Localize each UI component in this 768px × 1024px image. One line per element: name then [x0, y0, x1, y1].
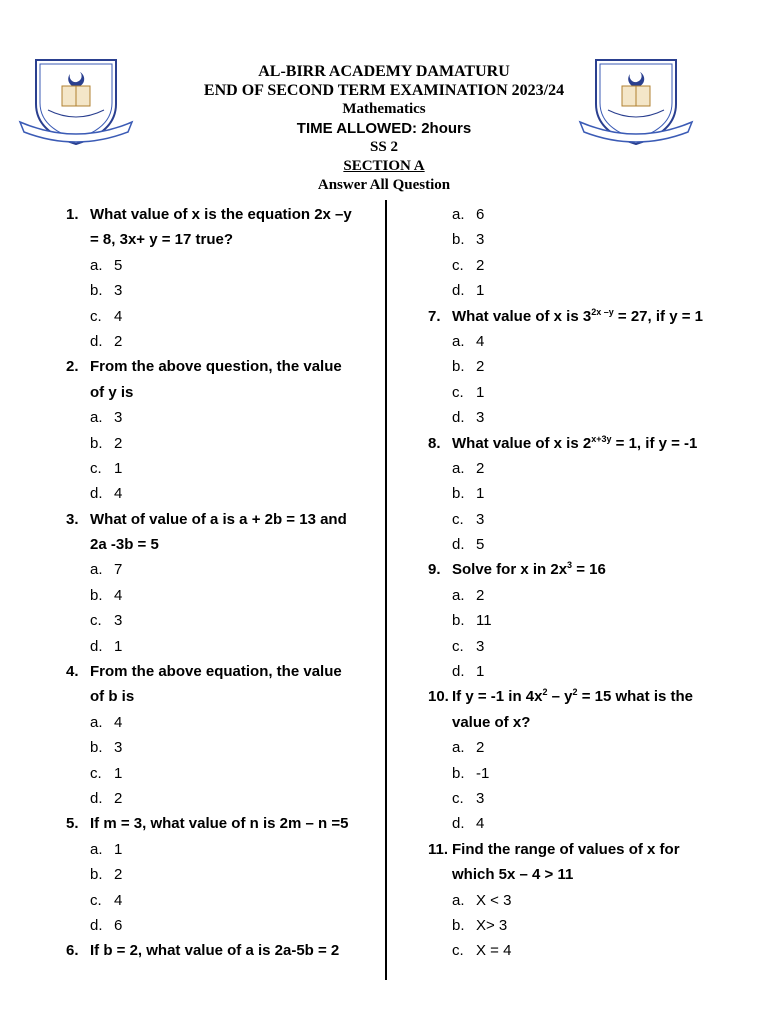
option-value: 3: [476, 510, 485, 528]
option-letter: b.: [452, 612, 465, 630]
answer-option: [428, 735, 748, 760]
answer-option: [66, 608, 386, 633]
option-letter: b.: [452, 485, 465, 503]
answer-option: [66, 329, 386, 354]
option-letter: d.: [452, 282, 465, 300]
answer-option: [428, 456, 748, 481]
option-letter: d.: [452, 815, 465, 833]
question-text: 11. Find the range of values of x for: [428, 837, 748, 862]
option-value: 4: [476, 332, 485, 350]
option-letter: a.: [452, 459, 465, 477]
question-text: 10. If y = -1 in $4x^2 - y^2 = 15$ what is the: [428, 684, 748, 709]
option-letter: c.: [90, 891, 102, 909]
option-letter: a.: [90, 713, 103, 731]
exponent: 3: [567, 560, 573, 571]
option-value: 2: [114, 332, 123, 350]
option-value: 3: [114, 739, 123, 757]
option-value: 4: [114, 891, 123, 909]
option-value: 3: [114, 612, 123, 630]
option-value: -1: [476, 764, 490, 782]
option-value: 1: [476, 663, 485, 681]
question-text-continued: which 5x – 4 > 11: [452, 866, 574, 884]
option-letter: b.: [90, 739, 103, 757]
option-value: 1: [476, 383, 485, 401]
option-value: 4: [114, 713, 123, 731]
question-number: 6.: [66, 942, 79, 960]
answer-option: [66, 253, 386, 278]
answer-option: [428, 888, 748, 913]
option-value: 1: [476, 282, 485, 300]
section-title: SECTION A: [343, 158, 425, 174]
answer-option: [66, 888, 386, 913]
school-name: AL-BIRR ACADEMY DAMATURU: [258, 63, 510, 80]
option-value: 11: [476, 612, 492, 630]
option-value: 3: [476, 637, 485, 655]
answer-option: [66, 710, 386, 735]
answer-option: [66, 557, 386, 582]
answer-option: [428, 786, 748, 811]
question-text-continued: of y is: [90, 383, 134, 401]
option-letter: c.: [90, 459, 102, 477]
option-letter: c.: [90, 764, 102, 782]
option-value: 2: [476, 459, 485, 477]
option-value: 1: [476, 485, 485, 503]
question-number: 9.: [428, 561, 441, 579]
option-value: X < 3: [476, 891, 512, 909]
option-letter: d.: [452, 409, 465, 427]
question-text-continued: = 8, 3x+ y = 17 true?: [90, 231, 234, 249]
answer-option: [428, 634, 748, 659]
answer-option: [428, 608, 748, 633]
option-letter: a.: [452, 206, 465, 223]
option-letter: d.: [90, 485, 103, 503]
option-letter: c.: [452, 942, 464, 960]
question-text: 3. What of value of a is a + 2b = 13 and: [66, 507, 386, 532]
option-letter: a.: [452, 739, 465, 757]
option-value: 6: [114, 916, 123, 934]
option-letter: a.: [90, 561, 103, 579]
option-value: 2: [476, 358, 485, 376]
question-text: 4. From the above equation, the value: [66, 659, 386, 684]
option-value: 2: [114, 866, 123, 884]
answer-option: [428, 329, 748, 354]
option-letter: b.: [90, 434, 103, 452]
option-value: 2: [476, 586, 485, 604]
question-text: 1. What value of x is the equation 2x –y: [66, 202, 386, 227]
option-value: 3: [476, 409, 485, 427]
option-letter: c.: [90, 307, 102, 325]
answer-option: [66, 862, 386, 887]
option-letter: a.: [452, 332, 465, 350]
answer-option: [428, 659, 748, 684]
option-letter: b.: [90, 282, 103, 300]
option-value: 7: [114, 561, 123, 579]
option-value: 4: [114, 485, 123, 503]
questions-right-column: [428, 202, 748, 964]
answer-option: [66, 405, 386, 430]
option-letter: c.: [452, 256, 464, 274]
option-value: 5: [114, 256, 123, 274]
answer-option: [428, 253, 748, 278]
option-letter: d.: [452, 536, 465, 554]
exam-header: [0, 62, 768, 195]
option-letter: a.: [452, 586, 465, 604]
question-number: 7.: [428, 307, 441, 325]
answer-option: [428, 278, 748, 303]
answer-option: [66, 304, 386, 329]
option-value: 2: [114, 434, 123, 452]
answer-option: [66, 456, 386, 481]
exponent: 2x –y: [591, 306, 614, 317]
option-value: 6: [476, 206, 485, 223]
question-text-continued: of b is: [90, 688, 135, 706]
answer-option: [66, 786, 386, 811]
answer-option: [66, 837, 386, 862]
option-value: 1: [114, 764, 123, 782]
question-text: 8. What value of x is $2^{x+3y} = 1$, if y = -1: [428, 431, 748, 456]
option-value: X> 3: [476, 916, 508, 934]
question-number: 2.: [66, 358, 79, 376]
time-allowed: TIME ALLOWED: 2hours: [296, 120, 472, 137]
option-value: 5: [476, 536, 485, 554]
option-letter: b.: [90, 586, 103, 604]
answer-option: [428, 481, 748, 506]
question-number: 8.: [428, 434, 441, 452]
option-letter: a.: [90, 409, 103, 427]
answer-option: [428, 913, 748, 938]
option-value: 2: [476, 256, 485, 274]
option-letter: d.: [90, 637, 103, 655]
question-text-continued: value of x?: [452, 713, 531, 731]
option-letter: c.: [452, 383, 464, 401]
option-letter: a.: [90, 840, 103, 858]
question-number: 5.: [66, 815, 79, 833]
question-number: 4.: [66, 663, 79, 681]
answer-option: [66, 735, 386, 760]
option-value: 3: [476, 789, 485, 807]
question-text: 5. If m = 3, what value of n is 2m – n =5: [66, 811, 386, 836]
option-value: 3: [114, 282, 123, 300]
exponent: x+3y: [591, 433, 612, 444]
option-value: 2: [114, 789, 123, 807]
answer-option: [66, 761, 386, 786]
option-letter: b.: [452, 764, 465, 782]
option-value: X = 4: [476, 942, 512, 960]
option-letter: a.: [90, 256, 103, 274]
option-letter: c.: [452, 789, 464, 807]
answer-option: [428, 583, 748, 608]
exponent: 2: [542, 687, 548, 698]
answer-option: [428, 202, 748, 227]
option-letter: b.: [452, 916, 465, 934]
option-letter: b.: [90, 866, 103, 884]
answer-option: [428, 380, 748, 405]
answer-option: [428, 532, 748, 557]
question-text: 7. What value of x is $3^{2x -y} = 27$, if y = 1: [428, 304, 748, 329]
option-letter: b.: [452, 231, 465, 249]
instruction: Answer All Question: [317, 177, 451, 193]
answer-option: [428, 354, 748, 379]
questions-left-column: [66, 202, 386, 964]
option-value: 2: [476, 739, 485, 757]
question-text: 2. From the above question, the value: [66, 354, 386, 379]
answer-option: [66, 431, 386, 456]
option-letter: a.: [452, 891, 465, 909]
question-number: 1.: [66, 206, 79, 223]
answer-option: [66, 481, 386, 506]
answer-option: [66, 583, 386, 608]
answer-option: [66, 913, 386, 938]
option-value: 4: [476, 815, 485, 833]
answer-option: [428, 507, 748, 532]
class-level: SS 2: [370, 139, 398, 155]
option-value: 4: [114, 586, 123, 604]
option-letter: d.: [90, 332, 103, 350]
option-value: 4: [114, 307, 123, 325]
option-letter: c.: [452, 510, 464, 528]
option-letter: b.: [452, 358, 465, 376]
subject: Mathematics: [342, 101, 426, 117]
option-value: 1: [114, 459, 123, 477]
question-number: 3.: [66, 510, 79, 528]
question-text-continued: 2a -3b = 5: [90, 536, 159, 554]
option-letter: c.: [452, 637, 464, 655]
answer-option: [428, 938, 748, 963]
exam-title: END OF SECOND TERM EXAMINATION 2023/24: [203, 82, 565, 99]
answer-option: [428, 405, 748, 430]
question-number: 11.: [428, 840, 449, 858]
option-letter: d.: [90, 916, 103, 934]
option-letter: d.: [90, 789, 103, 807]
option-letter: d.: [452, 663, 465, 681]
answer-option: [428, 227, 748, 252]
answer-option: [428, 811, 748, 836]
answer-option: [66, 278, 386, 303]
answer-option: [428, 761, 748, 786]
exponent: 2: [572, 687, 578, 698]
answer-option: [66, 634, 386, 659]
question-text: 6. If b = 2, what value of a is 2a-5b = 2: [66, 938, 386, 963]
option-value: 3: [476, 231, 485, 249]
question-text: 9. Solve for x in $2x^3 = 16$: [428, 557, 748, 582]
option-letter: c.: [90, 612, 102, 630]
option-value: 1: [114, 840, 123, 858]
option-value: 3: [114, 409, 123, 427]
question-number: 10.: [428, 688, 449, 706]
option-value: 1: [114, 637, 123, 655]
